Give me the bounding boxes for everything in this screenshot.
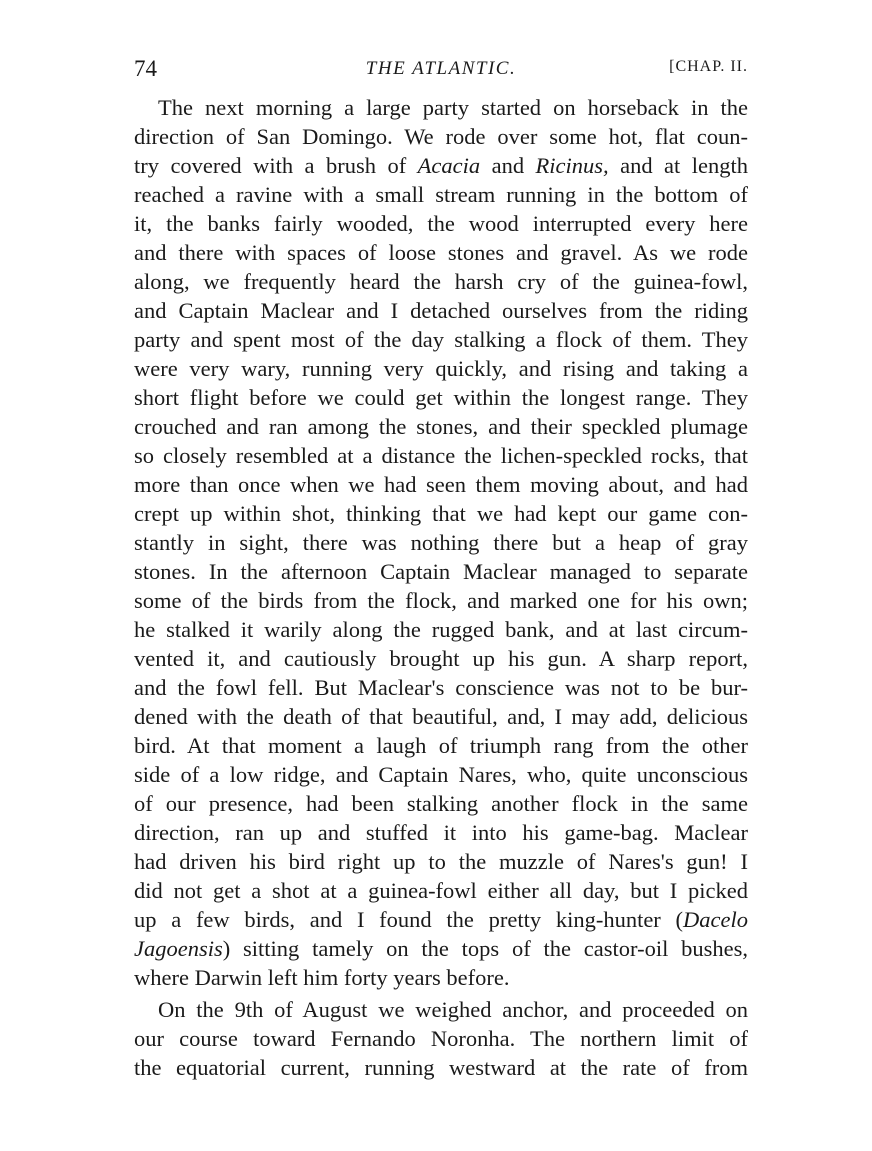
- text-segment: and there with spaces of loose stones and gravel. As we rode: [134, 240, 748, 265]
- text-line: [134, 180, 748, 209]
- text-segment: stones. In the afternoon Captain Maclear managed to separate: [134, 559, 748, 584]
- text-segment: stantly in sight, there was nothing there but a heap of gray: [134, 530, 748, 555]
- text-line: [134, 995, 748, 1024]
- text-segment: short flight before we could get within the longest range. They: [134, 385, 748, 410]
- text-segment: the equatorial current, running westward at the rate of from: [134, 1055, 748, 1080]
- text-segment: some of the birds from the flock, and marked one for his own;: [134, 588, 748, 613]
- text-line: [134, 557, 748, 586]
- text-segment: and the fowl fell. But Maclear's conscience was not to be bur-: [134, 675, 748, 700]
- text-line: [134, 354, 748, 383]
- text-segment: bird. At that moment a laugh of triumph rang from the other: [134, 733, 748, 758]
- text-segment: dened with the death of that beautiful, and, I may add, delicious: [134, 704, 748, 729]
- text-line: [134, 383, 748, 412]
- text-line: [134, 615, 748, 644]
- text-line: [134, 412, 748, 441]
- text-line: [134, 760, 748, 789]
- text-line: [134, 325, 748, 354]
- text-line: [134, 209, 748, 238]
- running-head: [134, 56, 748, 86]
- paragraph: [134, 93, 748, 992]
- text-segment: and at length: [608, 153, 748, 178]
- text-segment: our course toward Fernando Noronha. The northern limit of: [134, 1026, 748, 1051]
- text-line: [134, 963, 748, 992]
- text-segment: he stalked it warily along the rugged bank, and at last circum-: [134, 617, 748, 642]
- text-line: [134, 267, 748, 296]
- text-line: [134, 586, 748, 615]
- text-line: [134, 818, 748, 847]
- text-line: [134, 528, 748, 557]
- text-segment: up a few birds, and I found the pretty king-hunter (: [134, 907, 684, 932]
- text-segment: were very wary, running very quickly, and rising and taking a: [134, 356, 748, 381]
- text-segment: along, we frequently heard the harsh cry of the guinea-fowl,: [134, 269, 748, 294]
- text-line: [134, 470, 748, 499]
- text-segment: reached a ravine with a small stream running in the bottom of: [134, 182, 748, 207]
- text-segment: The next morning a large party started on horseback in the: [158, 95, 748, 120]
- italic-text: Dacelo: [683, 907, 748, 932]
- text-line: [134, 847, 748, 876]
- chapter-reference: [CHAP. II.: [669, 58, 748, 75]
- text-segment: had driven his bird right up to the muzzle of Nares's gun! I: [134, 849, 748, 874]
- text-segment: crouched and ran among the stones, and their speckled plumage: [134, 414, 748, 439]
- text-line: [134, 1053, 748, 1082]
- text-segment: side of a low ridge, and Captain Nares, who, quite unconscious: [134, 762, 748, 787]
- text-line: [134, 876, 748, 905]
- text-segment: did not get a shot at a guinea-fowl either all day, but I picked: [134, 878, 748, 903]
- text-line: [134, 238, 748, 267]
- text-segment: ) sitting tamely on the tops of the castor-oil bushes,: [222, 936, 748, 961]
- body-text: [134, 93, 748, 1082]
- text-segment: it, the banks fairly wooded, the wood interrupted every here: [134, 211, 748, 236]
- text-segment: of our presence, had been stalking another flock in the same: [134, 791, 748, 816]
- text-segment: direction of San Domingo. We rode over some hot, flat coun-: [134, 124, 748, 149]
- text-segment: party and spent most of the day stalking a flock of them. They: [134, 327, 748, 352]
- text-segment: crept up within shot, thinking that we had kept our game con-: [134, 501, 748, 526]
- text-line: [134, 499, 748, 528]
- running-title: THE ATLANTIC.: [365, 58, 517, 79]
- italic-text: Acacia: [417, 153, 481, 178]
- text-line: [134, 93, 748, 122]
- text-segment: and: [480, 153, 536, 178]
- text-line: [134, 1024, 748, 1053]
- text-line: [134, 296, 748, 325]
- text-segment: try covered with a brush of: [134, 153, 418, 178]
- text-line: [134, 731, 748, 760]
- text-segment: and Captain Maclear and I detached ourselves from the riding: [134, 298, 748, 323]
- text-line: [134, 702, 748, 731]
- text-line: [134, 673, 748, 702]
- text-segment: more than once when we had seen them moving about, and had: [134, 472, 748, 497]
- text-line: [134, 644, 748, 673]
- text-line: [134, 934, 748, 963]
- text-segment: On the 9th of August we weighed anchor, and proceeded on: [158, 997, 748, 1022]
- text-line: [134, 905, 748, 934]
- text-segment: where Darwin left him forty years before.: [134, 965, 510, 990]
- page-number: 74: [134, 56, 157, 81]
- text-segment: vented it, and cautiously brought up his gun. A sharp report,: [134, 646, 748, 671]
- italic-text: Ricinus,: [535, 153, 609, 178]
- text-line: [134, 151, 748, 180]
- text-line: [134, 122, 748, 151]
- text-line: [134, 441, 748, 470]
- paragraph: [134, 995, 748, 1082]
- text-segment: so closely resembled at a distance the lichen-speckled rocks, that: [134, 443, 748, 468]
- text-line: [134, 789, 748, 818]
- italic-text: Jagoensis: [134, 936, 223, 961]
- text-segment: direction, ran up and stuffed it into his game-bag. Maclear: [134, 820, 748, 845]
